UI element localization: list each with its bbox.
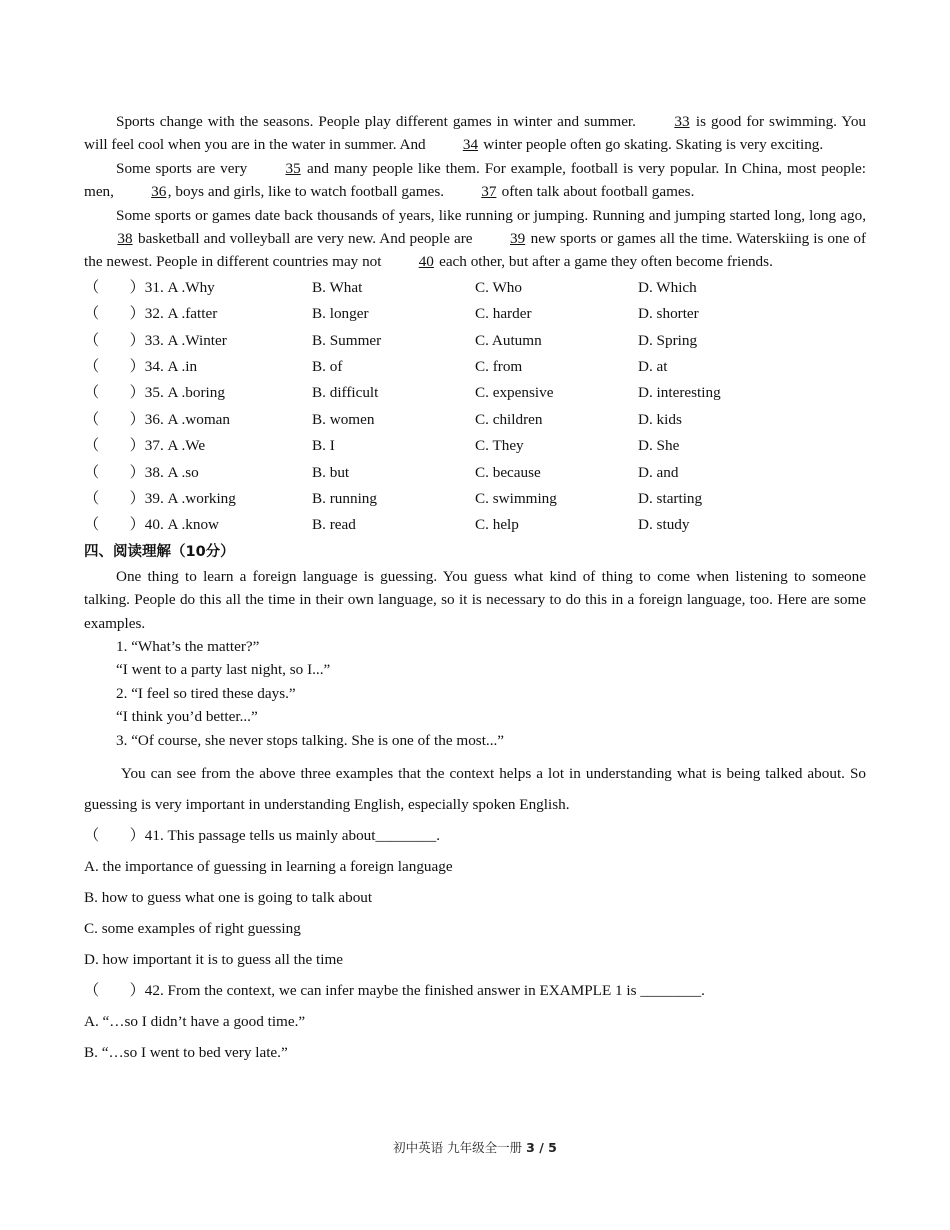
example-line: 2. “I feel so tired these days.” [116, 684, 296, 702]
option-c: C. They [475, 437, 524, 455]
option-c: C. help [475, 516, 519, 534]
page-number: 3 / 5 [526, 1140, 557, 1155]
option-d: D. at [638, 358, 668, 376]
choice-table [84, 275, 866, 539]
text: is good for swimming. You will feel cool when you are in the water in summer. And [84, 113, 867, 154]
cloze-paragraph-3 [84, 204, 866, 274]
text: Sports change with the seasons. People play different games in winter and summer. [116, 113, 636, 130]
option-b: B. running [312, 489, 377, 507]
text: and many people like them. For example, football is very popular. In China, most people: men, [84, 159, 866, 201]
text: winter people often go skating. Skating is very exciting. [483, 136, 824, 154]
option-d: D. Spring [638, 331, 698, 349]
option-d: D. study [638, 516, 690, 534]
blank-38: 38 [117, 230, 133, 248]
question-stem: （ ）32. A .fatter [84, 305, 218, 323]
option-b: B. difficult [312, 384, 379, 402]
option-b: B. I [312, 437, 335, 455]
option-c: C. from [475, 358, 523, 376]
footer-subject: 初中英语 九年级全一册 [393, 1140, 523, 1155]
cloze-paragraph-2 [84, 157, 866, 204]
text: basketball and volleyball are very new. And people are [138, 230, 473, 248]
question-stem: （ ）39. A .working [84, 489, 236, 507]
option-d: D. Which [638, 278, 697, 296]
choice-row-31 [84, 275, 866, 301]
choice-row-34 [84, 354, 866, 380]
choice-row-40 [84, 512, 866, 538]
choice-row-37 [84, 433, 866, 459]
option-a: A. the importance of guessing in learning a foreign language [84, 858, 453, 875]
choice-row-32 [84, 301, 866, 327]
option-b: B. how to guess what one is going to talk about [84, 889, 373, 906]
choice-row-35 [84, 380, 866, 406]
blank-33: 33 [674, 113, 690, 130]
text: , boys and girls, like to watch football games. [167, 183, 445, 201]
question-stem: （ ）34. A .in [84, 358, 198, 376]
option-b: B. women [312, 410, 375, 428]
option-d: D. starting [638, 489, 703, 507]
option-b: B. of [312, 358, 343, 376]
reading-intro: One thing to learn a foreign language is guessing. You guess what kind of thing to come when listening to someone talking. People do this all the time in their own language, so it is necessary to do this in a foreign language, too. Here are some examples. [84, 567, 866, 632]
question-stem: （ ）38. A .so [84, 463, 199, 481]
example-line: 1. “What’s the matter?” [116, 637, 260, 655]
option-c: C. because [475, 463, 541, 481]
choice-row-39 [84, 486, 866, 512]
text: Some sports are very [116, 159, 248, 177]
option-b: B. read [312, 516, 356, 534]
option-b: B. longer [312, 305, 369, 323]
page-footer [0, 1138, 950, 1156]
question-stem: （ ）36. A .woman [84, 410, 230, 428]
option-c: C. swimming [475, 489, 557, 507]
option-b: B. What [312, 278, 363, 296]
section-heading: 四、阅读理解（10分） [84, 543, 235, 560]
option-b: B. but [312, 463, 350, 481]
question-stem: （ ）40. A .know [84, 516, 220, 534]
blank-39: 39 [510, 230, 526, 248]
text: each other, but after a game they often become friends. [439, 253, 773, 271]
option-c: C. children [475, 410, 543, 428]
blank-34: 34 [462, 136, 479, 154]
option-b: B. “…so I went to bed very late.” [84, 1044, 288, 1061]
option-d: D. and [638, 463, 679, 481]
reading-conclusion: You can see from the above three examples that the context helps a lot in understanding what is being talked about. So guessing is very important in understanding English, especially spoken English. [84, 765, 866, 813]
blank-40: 40 [418, 253, 434, 271]
cloze-paragraph-1 [84, 110, 866, 157]
option-d: D. She [638, 437, 680, 455]
question-stem: （ ）33. A .Winter [84, 331, 227, 349]
question-41: （ ）41. This passage tells us mainly about________. [84, 827, 441, 844]
question-stem: （ ）35. A .boring [84, 384, 225, 402]
example-line: 3. “Of course, she never stops talking. She is one of the most...” [116, 731, 505, 749]
example-line: “I went to a party last night, so I...” [116, 661, 331, 679]
blank-37: 37 [481, 183, 497, 201]
option-c: C. some examples of right guessing [84, 920, 301, 937]
choice-row-33 [84, 328, 866, 354]
question-stem: （ ）37. A .We [84, 437, 206, 455]
option-c: C. harder [475, 305, 532, 323]
text: Some sports or games date back thousands of years, like running or jumping. Running and jumping started long, long ago, [116, 206, 866, 224]
option-a: A. “…so I didn’t have a good time.” [84, 1013, 306, 1030]
choice-row-38 [84, 460, 866, 486]
text: often talk about football games. [501, 183, 695, 201]
option-d: D. how important it is to guess all the time [84, 951, 344, 968]
worksheet-page [84, 110, 866, 1068]
option-c: C. expensive [475, 384, 554, 402]
question-stem: （ ）31. A .Why [84, 278, 215, 296]
option-b: B. Summer [312, 331, 382, 349]
option-c: C. Autumn [475, 331, 542, 349]
blank-36: 36 [151, 183, 167, 201]
blank-35: 35 [285, 159, 301, 177]
text: new sports or games all the time. Waterskiing is one of the newest. People in different countries may not [84, 230, 867, 271]
example-line: “I think you’d better...” [116, 708, 258, 726]
question-42: （ ）42. From the context, we can infer maybe the finished answer in EXAMPLE 1 is ________. [84, 982, 705, 999]
option-d: D. interesting [638, 384, 721, 402]
option-d: D. shorter [638, 305, 699, 323]
option-d: D. kids [638, 410, 682, 428]
choice-row-36 [84, 407, 866, 433]
option-c: C. Who [475, 278, 522, 296]
